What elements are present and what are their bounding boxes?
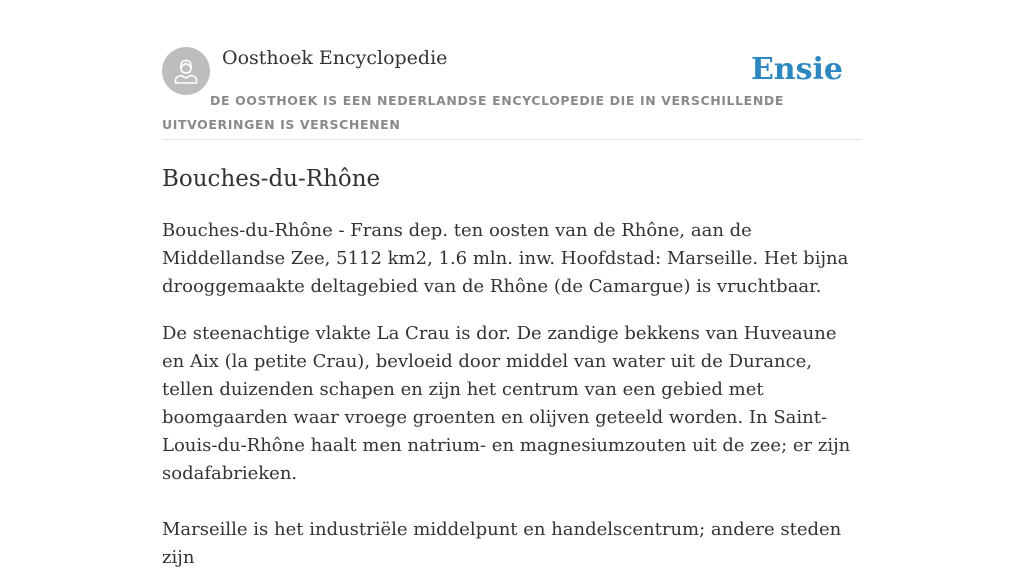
article-paragraph: Bouches-du-Rhône - Frans dep. ten oosten van de Rhône, aan de Middellandse Zee, 5112 km2, 1.6 mln. inw. Hoofdstad: Marseille. Het bijna drooggemaakte deltagebied van de Rhône (de Camargue) is vruchtbaar. (162, 220, 849, 297)
author-name[interactable]: Oosthoek Encyclopedie (222, 47, 448, 69)
article-paragraph: Marseille is het industriële middelpunt en handelscentrum; andere steden zijn (162, 519, 842, 568)
ensie-logo[interactable]: Ensie (750, 52, 843, 87)
header (162, 0, 862, 140)
article-paragraph: De steenachtige vlakte La Crau is dor. De zandige bekkens van Huveaune en Aix (la petite Crau), bevloeid door middel van water uit de Durance, tellen duizenden schapen en zijn het centrum van een gebied met boomgaarden waar vroege groenten en olijven geteeld worden. In Saint-Louis-du-Rhône haalt men natrium- en magnesiumzouten uit de zee; er zijn sodafabrieken. (162, 323, 851, 484)
article-title: Bouches-du-Rhône (162, 166, 381, 192)
author-avatar[interactable] (162, 47, 210, 95)
main-content (162, 0, 862, 572)
user-icon (171, 56, 201, 86)
author-tagline: DE OOSTHOEK IS EEN NEDERLANDSE ENCYCLOPEDIE DIE IN VERSCHILLENDE UITVOERINGEN IS VERSCHENEN (162, 93, 784, 132)
